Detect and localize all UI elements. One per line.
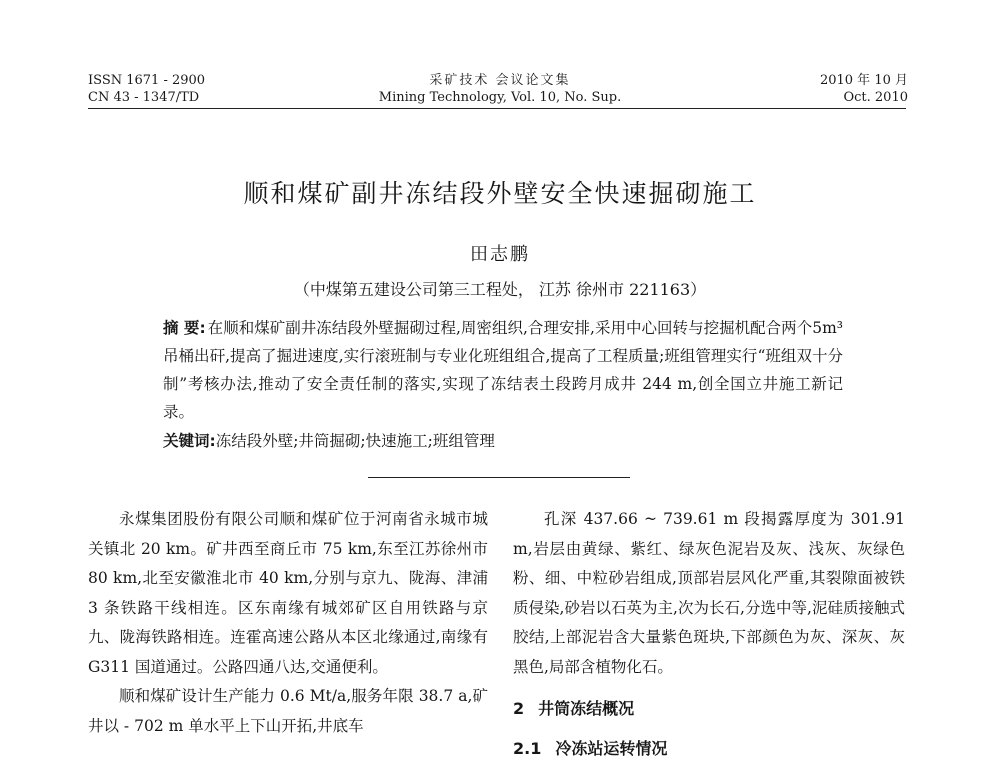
journal-name-cn: 采矿技术 会议论文集	[0, 72, 1000, 89]
keywords-text: 冻结段外壁;井筒掘砌;快速施工;班组管理	[216, 432, 495, 450]
date-en: Oct. 2010	[820, 89, 908, 106]
issn-text: ISSN 1671 - 2900	[88, 72, 205, 89]
abstract	[163, 314, 843, 426]
abstract-divider	[368, 477, 630, 478]
section-number: 2	[513, 699, 524, 718]
paper-title: 顺和煤矿副井冻结段外壁安全快速掘砌施工	[0, 174, 1000, 210]
cn-text: CN 43 - 1347/TD	[88, 89, 205, 106]
header-right	[820, 72, 908, 106]
keywords-label: 关键词:	[163, 432, 216, 450]
header-rule	[88, 108, 906, 109]
body-paragraph: 永煤集团股份有限公司顺和煤矿位于河南省永城市城关镇北 20 km。矿井西至商丘市 75 km,东至江苏徐州市 80 km,北至安徽淮北市 40 km,分别与京九、陇海、津浦 3 条铁路干线相连。区东南缘有城郊矿区自用铁路与京九、陇海铁路相连。连霍高速公路从本区北缘通过,南缘有 G311 国道通过。公路四通八达,交通便利。	[88, 505, 488, 682]
journal-name-en: Mining Technology, Vol. 10, No. Sup.	[0, 89, 1000, 106]
abstract-label: 摘 要:	[163, 319, 206, 337]
body-paragraph: 孔深 437.66 ~ 739.61 m 段揭露厚度为 301.91 m,岩层由黄绿、紫红、绿灰色泥岩及灰、浅灰、灰绿色粉、细、中粒砂岩组成,顶部岩层风化严重,其裂隙面被铁质侵染,砂岩以石英为主,次为长石,分选中等,泥硅质接触式胶结,上部泥岩含大量紫色斑块,下部颜色为灰、深灰、灰黑色,局部含植物化石。	[513, 505, 905, 682]
body-column-left	[88, 505, 488, 741]
section-heading-2	[513, 694, 905, 724]
section-title: 冷冻站运转情况	[555, 739, 667, 758]
section-number: 2.1	[513, 739, 541, 758]
section-heading-2-1	[513, 734, 905, 763]
abstract-text: 在顺和煤矿副井冻结段外壁掘砌过程,周密组织,合理安排,采用中心回转与挖掘机配合两个5m³吊桶出矸,提高了掘进速度,实行滚班制与专业化班组组合,提高了工程质量;班组管理实行“班组双十分制”考核办法,推动了安全责任制的落实,实现了冻结表土段跨月成井 244 m,创全国立井施工新记录。	[163, 319, 843, 421]
author-affiliation: （中煤第五建设公司第三工程处， 江苏 徐州市 221163）	[0, 277, 1000, 300]
body-paragraph: 顺和煤矿设计生产能力 0.6 Mt/a,服务年限 38.7 a,矿井以 - 702 m 单水平上下山开拓,井底车	[88, 682, 488, 741]
body-column-right	[513, 505, 905, 763]
paper-author: 田志鹏	[0, 240, 1000, 266]
date-cn: 2010 年 10 月	[820, 72, 908, 89]
section-title: 井筒冻结概况	[538, 699, 634, 718]
keywords	[163, 427, 843, 455]
